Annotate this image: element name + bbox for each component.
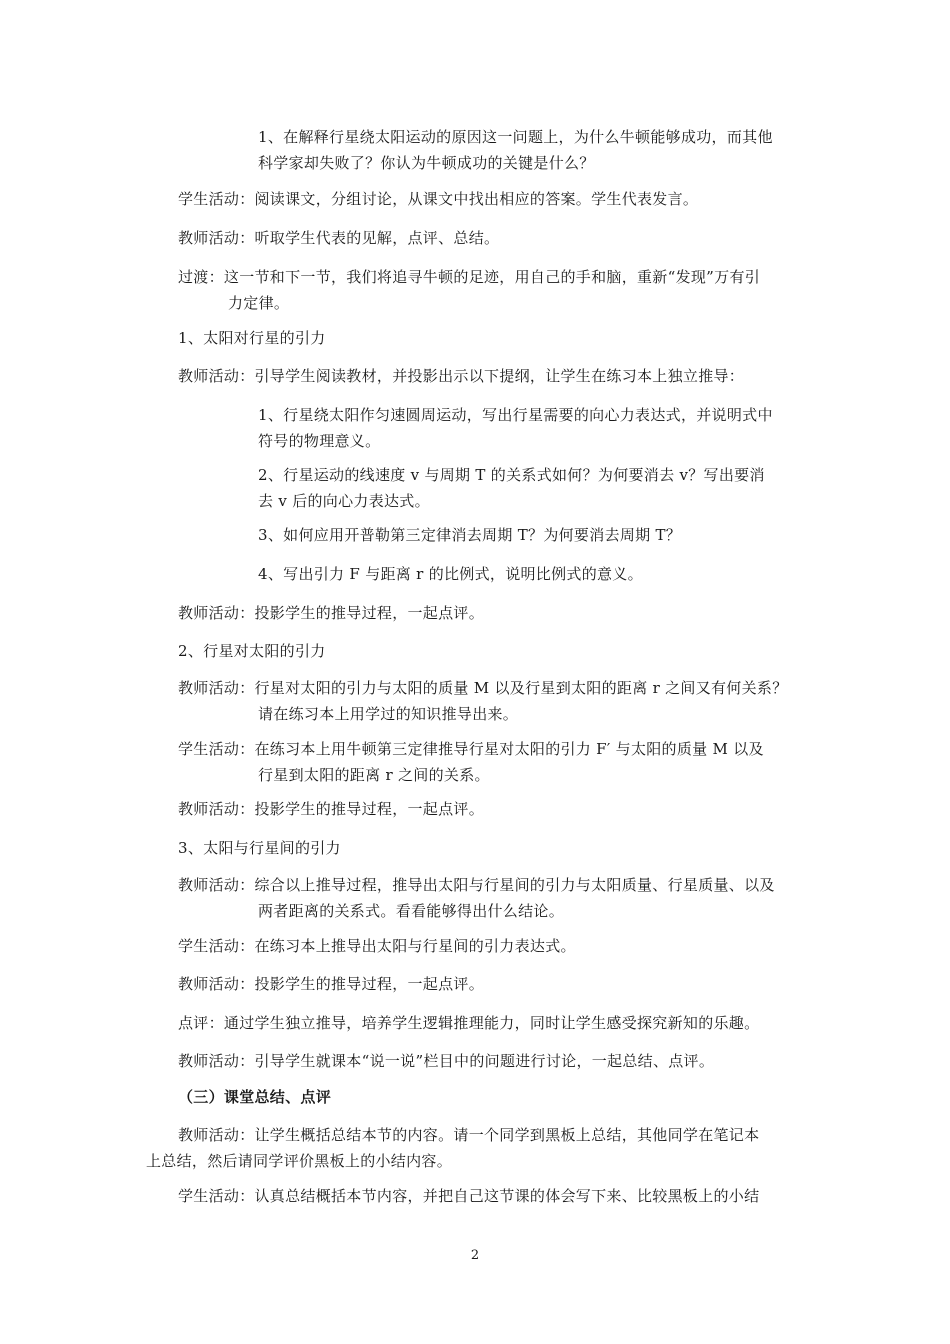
line: 行星到太阳的距离 r 之间的关系。 — [258, 766, 490, 784]
line: 1、在解释行星绕太阳运动的原因这一问题上，为什么牛顿能够成功，而其他 — [258, 128, 773, 146]
page-number: 2 — [470, 1248, 480, 1263]
line: 教师活动：综合以上推导过程，推导出太阳与行星间的引力与太阳质量、行星质量、以及 — [178, 876, 775, 894]
line: 科学家却失败了？你认为牛顿成功的关键是什么？ — [258, 154, 595, 172]
teacher-activity-paragraph — [178, 872, 775, 924]
line: 教师活动：让学生概括总结本节的内容。请一个同学到黑板上总结，其他同学在笔记本 — [178, 1126, 760, 1144]
question-1-paragraph — [258, 124, 773, 176]
line: 去 v 后的向心力表达式。 — [258, 492, 430, 510]
outline-item-2 — [258, 462, 765, 514]
comment-paragraph: 点评：通过学生独立推导，培养学生逻辑推理能力，同时让学生感受探究新知的乐趣。 — [178, 1014, 760, 1032]
section-heading-2: 2、行星对太阳的引力 — [178, 642, 326, 660]
teacher-activity-paragraph: 教师活动：听取学生代表的见解，点评、总结。 — [178, 229, 500, 247]
teacher-activity-paragraph: 教师活动：引导学生阅读教材，并投影出示以下提纲，让学生在练习本上独立推导： — [178, 367, 745, 385]
section-heading-1: 1、太阳对行星的引力 — [178, 329, 326, 347]
line: 1、行星绕太阳作匀速圆周运动，写出行星需要的向心力表达式，并说明式中 — [258, 406, 773, 424]
teacher-activity-paragraph — [178, 675, 788, 727]
line: 符号的物理意义。 — [258, 432, 381, 450]
teacher-activity-paragraph — [146, 1122, 759, 1174]
line: 教师活动：行星对太阳的引力与太阳的质量 M 以及行星到太阳的距离 r 之间又有何关系？ — [178, 679, 788, 697]
outline-item-3: 3、如何应用开普勒第三定律消去周期 T？为何要消去周期 T？ — [258, 526, 682, 544]
student-activity-paragraph: 学生活动：认真总结概括本节内容，并把自己这节课的体会写下来、比较黑板上的小结 — [178, 1187, 760, 1205]
outline-item-1 — [258, 402, 773, 454]
line: 请在练习本上用学过的知识推导出来。 — [258, 705, 519, 723]
student-activity-paragraph — [178, 736, 764, 788]
outline-item-4: 4、写出引力 F 与距离 r 的比例式，说明比例式的意义。 — [258, 565, 643, 583]
section-heading-summary: （三）课堂总结、点评 — [178, 1088, 332, 1106]
line: 过渡：这一节和下一节，我们将追寻牛顿的足迹，用自己的手和脑，重新“发现”万有引 — [178, 268, 761, 286]
section-heading-3: 3、太阳与行星间的引力 — [178, 839, 341, 857]
student-activity-paragraph: 学生活动：阅读课文，分组讨论，从课文中找出相应的答案。学生代表发言。 — [178, 190, 699, 208]
line: 学生活动：在练习本上用牛顿第三定律推导行星对太阳的引力 F′ 与太阳的质量 M 以及 — [178, 740, 764, 758]
student-activity-paragraph: 学生活动：在练习本上推导出太阳与行星间的引力表达式。 — [178, 937, 576, 955]
line: 上总结，然后请同学评价黑板上的小结内容。 — [146, 1152, 453, 1170]
line: 力定律。 — [228, 294, 290, 312]
transition-paragraph — [178, 264, 760, 316]
teacher-activity-paragraph: 教师活动：投影学生的推导过程，一起点评。 — [178, 604, 485, 622]
line: 两者距离的关系式。看看能够得出什么结论。 — [258, 902, 565, 920]
line: 2、行星运动的线速度 v 与周期 T 的关系式如何？为何要消去 v？写出要消 — [258, 466, 765, 484]
teacher-activity-paragraph: 教师活动：引导学生就课本“说一说”栏目中的问题进行讨论，一起总结、点评。 — [178, 1052, 715, 1070]
teacher-activity-paragraph: 教师活动：投影学生的推导过程，一起点评。 — [178, 800, 485, 818]
teacher-activity-paragraph: 教师活动：投影学生的推导过程，一起点评。 — [178, 975, 485, 993]
